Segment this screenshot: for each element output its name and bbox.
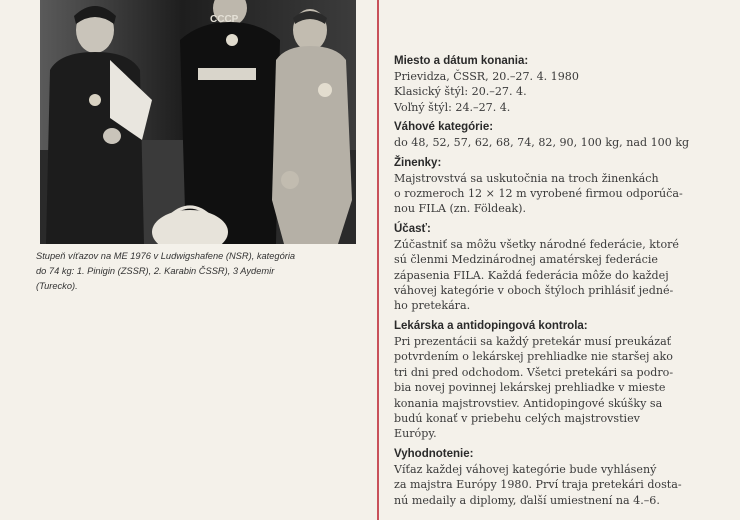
body-line: Majstrovstvá sa uskutočnia na troch žinenkách: [394, 171, 659, 185]
body-line: Prievidza, ČSSR, 20.–27. 4. 1980: [394, 70, 579, 83]
section-heading: Váhové kategórie:: [394, 121, 494, 134]
body-line: váhovej kategórie v oboch štýloch prihlásiť jedné-: [394, 284, 674, 298]
section-heading: Miesto a dátum konania:: [394, 55, 529, 67]
body-line: Víťaz každej váhovej kategórie bude vyhlásený: [394, 462, 657, 476]
section-evaluation: [394, 447, 712, 508]
section-weight-categories: [394, 120, 712, 150]
red-column-divider: [377, 0, 379, 520]
podium-photo: [40, 0, 356, 244]
body-line: o rozmeroch 12 × 12 m vyrobené firmou odporúča-: [394, 187, 683, 201]
body-line: tri dni pred odchodom. Všetci pretekári sa podro-: [394, 365, 674, 379]
body-line: konania majstrovstiev. Antidopingové skúšky sa: [394, 396, 663, 410]
championship-info: [394, 54, 712, 513]
body-line: bia novej povinnej lekárskej prehliadke v mieste: [394, 381, 666, 395]
body-line: nou FILA (zn. Földeak).: [394, 202, 527, 216]
caption-line: Stupeň víťazov na ME 1976 v Ludwigshafene (NSR), kategória: [36, 251, 296, 261]
body-line: nú medaily a diplomy, ďalší umiestnení na 4.–6.: [394, 493, 660, 507]
body-line: Pri prezentácii sa každý pretekár musí preukázať: [394, 334, 672, 348]
jersey-lettering: CCCP: [210, 14, 239, 25]
body-line: zápasenia FILA. Každá federácia môže do každej: [394, 268, 669, 282]
caption-line: do 74 kg: 1. Pinigin (ZSSR), 2. Karabin ČSSR), 3 Aydemir: [36, 266, 275, 276]
body-line: do 48, 52, 57, 62, 68, 74, 82, 90, 100 kg, nad 100 kg: [394, 136, 690, 150]
section-participation: [394, 222, 712, 314]
section-mats: [394, 156, 712, 217]
body-line: budú konať v priebehu celých majstrovstiev: [394, 411, 640, 425]
body-line: za majstra Európy 1980. Prví traja pretekári dosta-: [394, 478, 682, 492]
photo-caption: [36, 249, 356, 294]
body-line: Klasický štýl: 20.–27. 4.: [394, 85, 527, 99]
body-line: Európy.: [394, 427, 437, 441]
body-line: Voľný štýl: 24.–27. 4.: [394, 100, 511, 114]
section-heading: Žinenky:: [394, 156, 442, 169]
section-venue: [394, 54, 712, 115]
section-heading: Vyhodnotenie:: [394, 447, 474, 460]
section-heading: Účasť:: [394, 222, 431, 235]
body-line: ho pretekára.: [394, 299, 471, 313]
podium-photo-drawing: [40, 0, 356, 244]
body-line: potvrdením o lekárskej prehliadke nie staršej ako: [394, 350, 673, 364]
body-line: Zúčastniť sa môžu všetky národné federácie, ktoré: [394, 237, 679, 251]
caption-line: (Turecko).: [36, 281, 78, 291]
body-line: sú členmi Medzinárodnej amatérskej federácie: [394, 253, 658, 267]
section-medical-control: [394, 319, 712, 442]
section-heading: Lekárska a antidopingová kontrola:: [394, 319, 588, 332]
